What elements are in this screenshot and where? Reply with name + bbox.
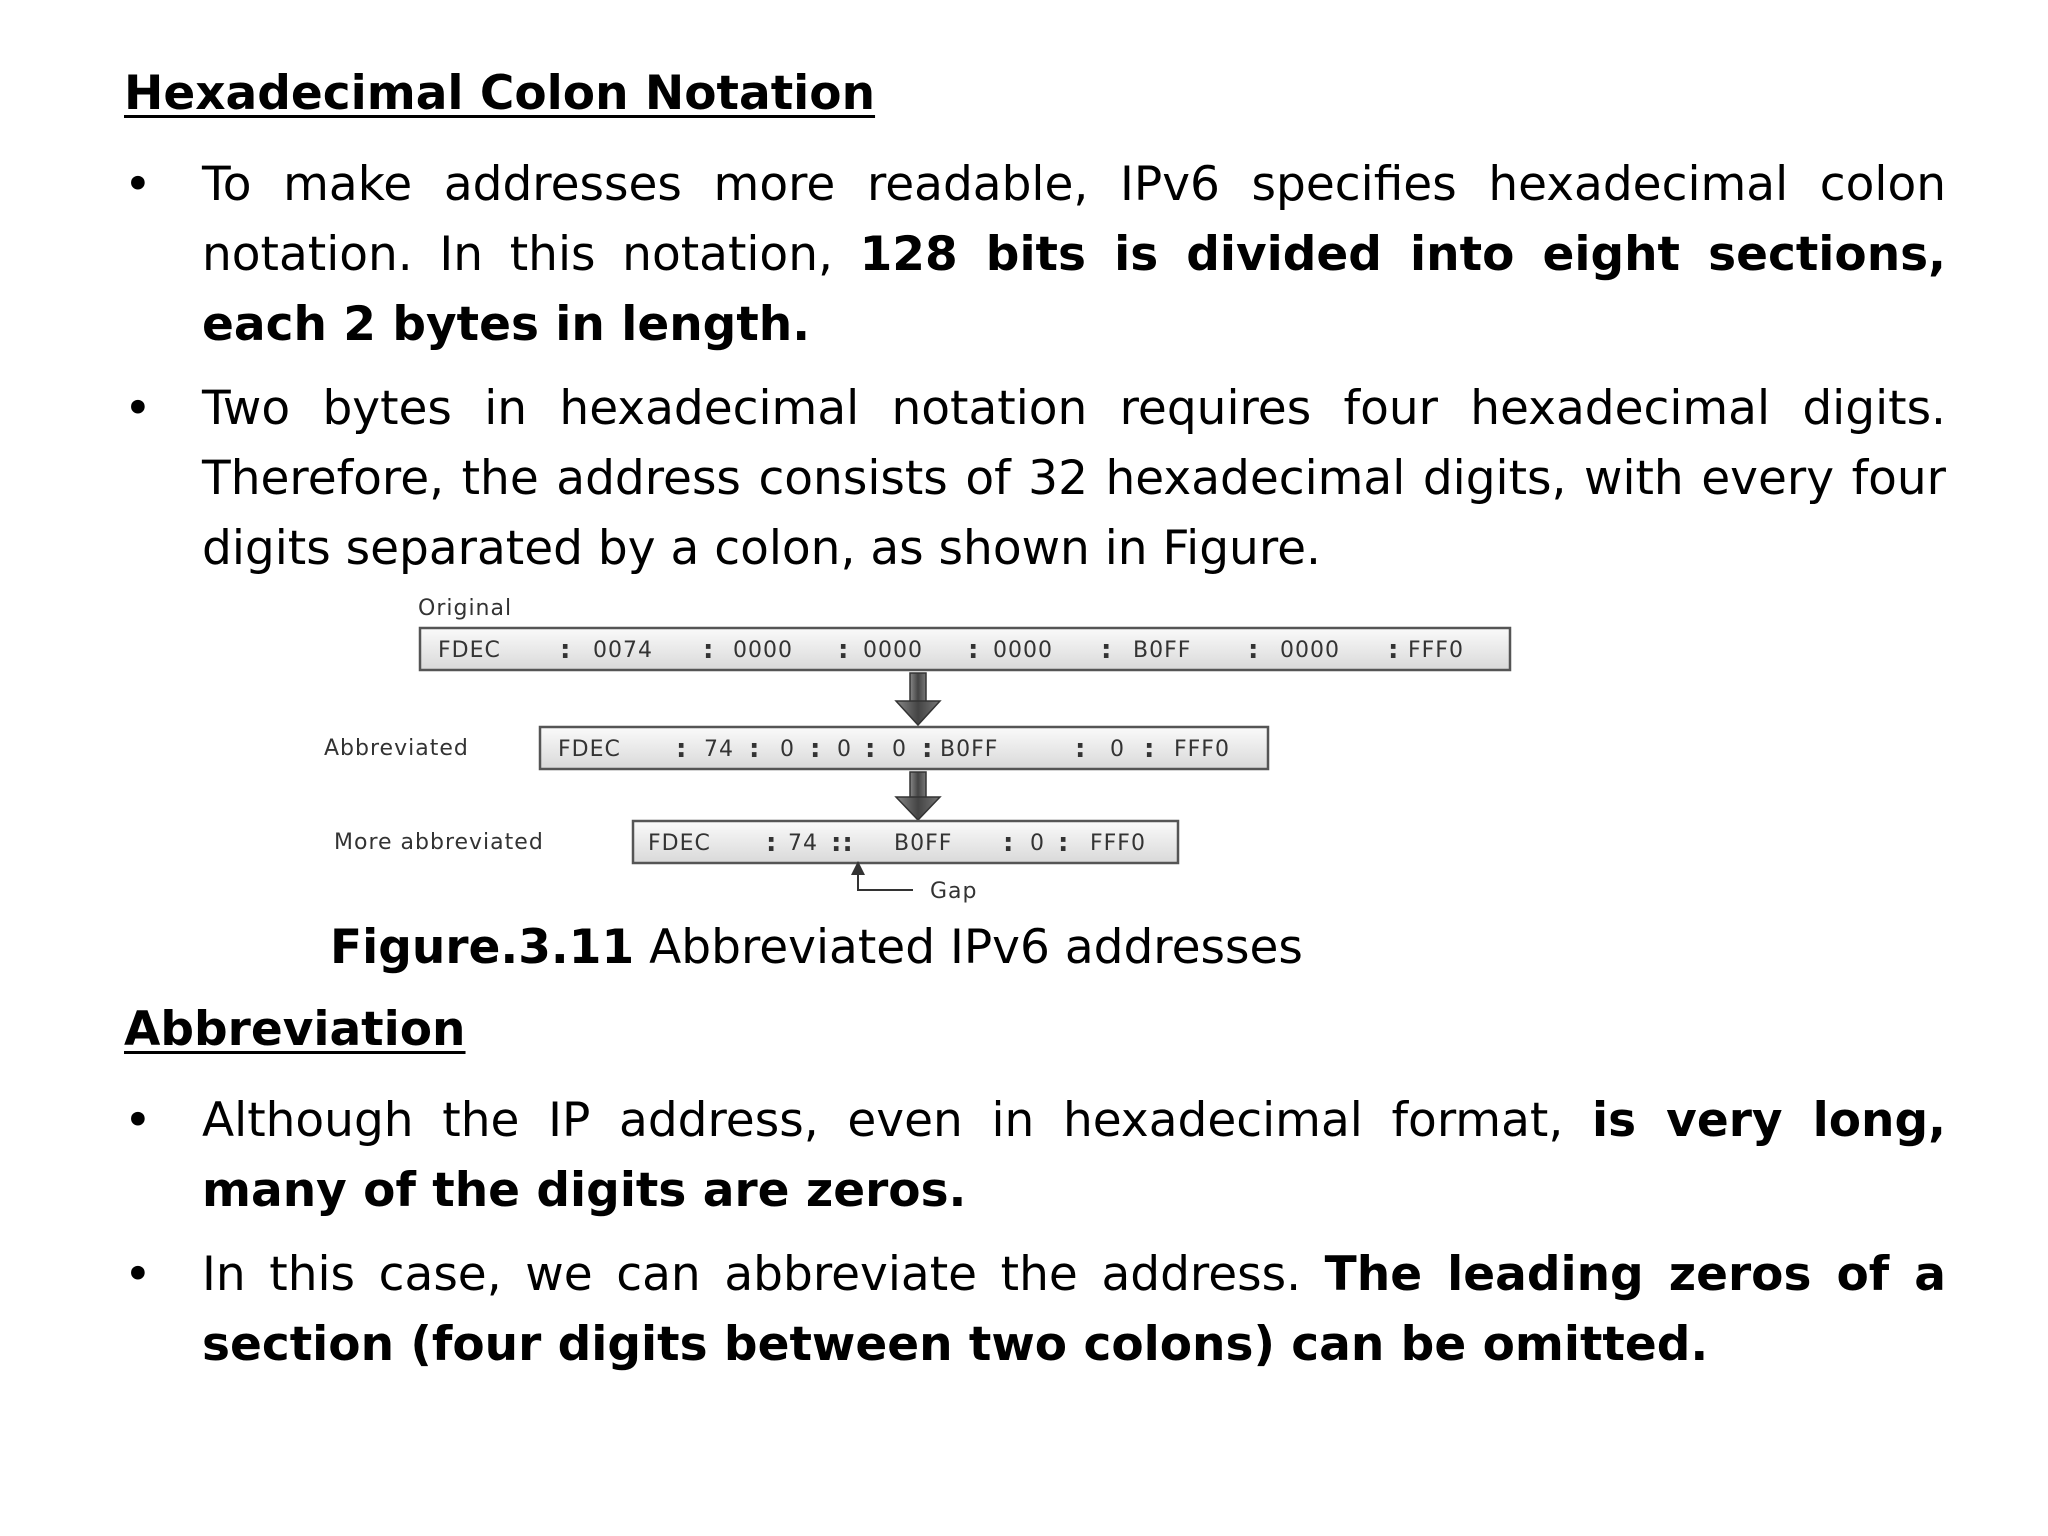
address-section: 0000 xyxy=(733,638,793,663)
address-box-original xyxy=(420,628,1510,670)
bullet-item xyxy=(124,1086,1946,1226)
address-section: 0074 xyxy=(593,638,653,663)
colon-icon: : xyxy=(703,635,715,665)
address-section: 0 xyxy=(892,737,907,762)
bullet-dot-icon: • xyxy=(124,1247,152,1302)
address-section: 0000 xyxy=(993,638,1053,663)
bullet-text: Although the IP address, even in hexadecimal format, xyxy=(202,1093,1592,1148)
address-section: 0000 xyxy=(863,638,923,663)
address-section: 74 xyxy=(704,737,734,762)
colon-icon: : xyxy=(1144,734,1156,764)
address-section: FDEC xyxy=(648,831,711,856)
colon-icon: : xyxy=(1101,635,1113,665)
gap-label: Gap xyxy=(930,879,978,904)
colon-icon: : xyxy=(749,734,761,764)
section-heading-abbreviation: Abbreviation xyxy=(124,1002,466,1057)
bullet-dot-icon: • xyxy=(124,157,152,212)
bullet-text-bold: is very long, many of the digits are zeros. xyxy=(202,1093,1946,1218)
colon-icon: : xyxy=(560,635,572,665)
colon-icon: : xyxy=(1003,828,1015,858)
bullet-item xyxy=(124,150,1946,360)
colon-icon: : xyxy=(968,635,980,665)
colon-icon: : xyxy=(766,828,778,858)
address-section: 0 xyxy=(1110,737,1125,762)
down-arrow-icon xyxy=(896,673,940,725)
address-section: B0FF xyxy=(1133,638,1192,663)
figure-caption xyxy=(330,920,1303,975)
figure-caption-text: Abbreviated IPv6 addresses xyxy=(634,920,1303,975)
bullet-text: In this case, we can abbreviate the address. xyxy=(202,1247,1325,1302)
double-colon-icon: :: xyxy=(831,828,854,858)
bullet-text: Two bytes in hexadecimal notation requires four hexadecimal digits. Therefore, the address consists of 32 hexadecimal digits, with every four digits separated by a colon, as shown in Figure. xyxy=(202,381,1946,576)
ipv6-abbreviation-figure xyxy=(318,595,1548,915)
colon-icon: : xyxy=(1388,635,1400,665)
address-section: FFF0 xyxy=(1408,638,1464,663)
row-label-more-abbreviated: More abbreviated xyxy=(334,830,544,855)
gap-pointer-arrow-icon xyxy=(858,867,913,891)
colon-icon: : xyxy=(1075,734,1087,764)
row-label-abbreviated: Abbreviated xyxy=(324,736,469,761)
address-section: 0 xyxy=(837,737,852,762)
address-section: 74 xyxy=(788,831,818,856)
hex-notation-bullet-list xyxy=(124,150,1946,598)
bullet-item xyxy=(124,374,1946,584)
colon-icon: : xyxy=(865,734,877,764)
bullet-dot-icon: • xyxy=(124,381,152,436)
address-section: FFF0 xyxy=(1174,737,1230,762)
bullet-dot-icon: • xyxy=(124,1093,152,1148)
bullet-item xyxy=(124,1240,1946,1380)
address-section: 0 xyxy=(780,737,795,762)
figure-caption-number: Figure.3.11 xyxy=(330,920,635,975)
colon-icon: : xyxy=(838,635,850,665)
address-section: FDEC xyxy=(438,638,501,663)
row-label-original: Original xyxy=(418,596,513,621)
colon-icon: : xyxy=(922,734,934,764)
colon-icon: : xyxy=(810,734,822,764)
address-section: 0000 xyxy=(1280,638,1340,663)
bullet-text-bold: 128 bits is divided into eight sections, each 2 bytes in length. xyxy=(202,227,1946,352)
down-arrow-icon xyxy=(896,772,940,820)
address-section: 0 xyxy=(1030,831,1045,856)
bullet-text-bold: The leading zeros of a section (four digits between two colons) can be omitted. xyxy=(202,1247,1946,1372)
address-section: FFF0 xyxy=(1090,831,1146,856)
colon-icon: : xyxy=(1058,828,1070,858)
address-section: B0FF xyxy=(940,737,999,762)
colon-icon: : xyxy=(676,734,688,764)
colon-icon: : xyxy=(1248,635,1260,665)
address-section: FDEC xyxy=(558,737,621,762)
address-section: B0FF xyxy=(894,831,953,856)
section-heading-hex-colon-notation: Hexadecimal Colon Notation xyxy=(124,66,876,121)
abbreviation-bullet-list xyxy=(124,1086,1946,1394)
bullet-text: To make addresses more readable, IPv6 specifies hexadecimal colon notation. In this notation, xyxy=(202,157,1946,282)
